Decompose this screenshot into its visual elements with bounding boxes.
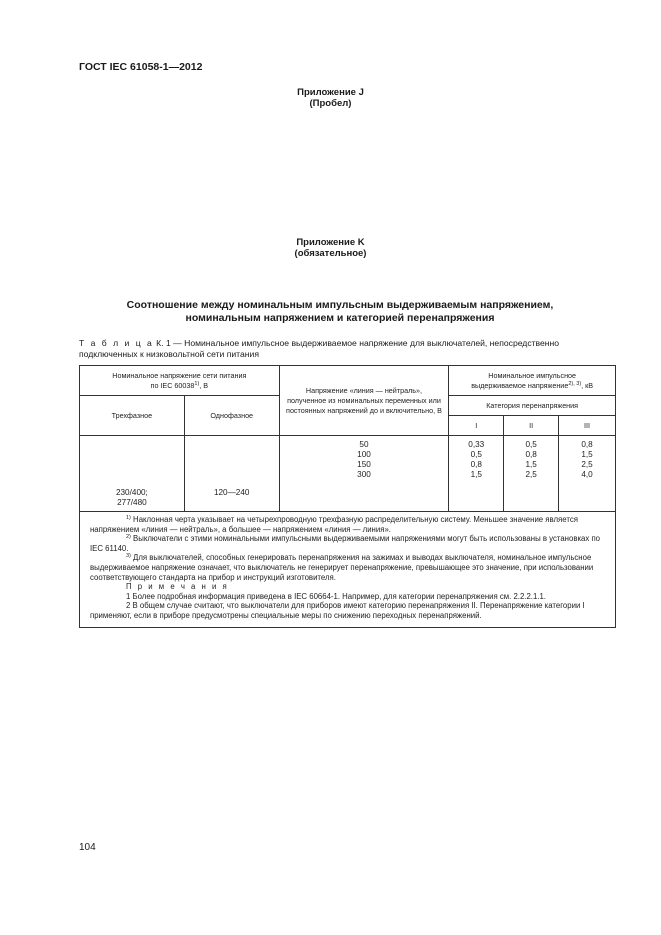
table-caption-text: К. 1 — Номинальное импульсное выдерживаемое напряжение для выключателей, непосредственно подключенных к низковольтной сети питания (79, 338, 560, 359)
header-supply-unit: , В (199, 380, 209, 390)
annex-k-status: (обязательное) (294, 248, 367, 259)
impulse-value: 0,8 (525, 450, 537, 459)
table-caption-prefix: Т а б л и ц а (79, 338, 154, 348)
footnote-3-mark: 3) (126, 553, 131, 560)
annex-j-title: Приложение J (297, 87, 364, 98)
footnote-1-mark: 1) (126, 515, 131, 521)
voltage-table (79, 365, 616, 628)
table-footnotes (80, 512, 616, 628)
cell-category-i-values (449, 436, 504, 512)
footnote-ref-1: 1) (194, 380, 200, 387)
section-title (90, 299, 590, 325)
impulse-value: 1,5 (470, 470, 482, 479)
header-three-phase: Трехфазное (80, 396, 185, 436)
impulse-value: 1,5 (525, 460, 537, 469)
three-phase-line1: 230/400; (115, 488, 148, 497)
cell-line-neutral-values (279, 436, 449, 512)
footnote-1 (90, 515, 605, 534)
footnote-2 (90, 534, 605, 553)
cell-category-ii-values (504, 436, 559, 512)
impulse-value: 0,8 (470, 460, 482, 469)
impulse-value: 0,5 (470, 450, 482, 459)
notes-title: П р и м е ч а н и я (126, 582, 229, 592)
header-supply-line2: по IEC 60038 (150, 380, 195, 390)
footnote-3-text: Для выключателей, способных генерировать перенапряжения на зажимах и выводах выключателя, номинальное импульсное выдерживаемое напряжение означает, что выключатель не генерирует перенапряжение, превышающее это значение, при использовании соответствующего стандарта на прибор и инструкций изготовителя. (90, 553, 594, 582)
footnote-2-mark: 2) (126, 534, 131, 541)
section-title-line2: номинальным напряжением и категорией перенапряжения (185, 312, 495, 324)
cell-category-iii-values (559, 436, 616, 512)
header-supply-voltage (80, 366, 280, 396)
impulse-value: 0,8 (581, 440, 593, 449)
impulse-value: 2,5 (581, 460, 593, 469)
header-supply-line1: Номинальное напряжение сети питания (112, 370, 247, 380)
header-impulse-line1: Номинальное импульсное (488, 370, 577, 380)
line-neutral-value: 300 (357, 470, 371, 479)
header-category-i: I (449, 416, 504, 436)
header-category-ii: II (504, 416, 559, 436)
header-category-iii: III (559, 416, 616, 436)
impulse-value: 1,5 (581, 450, 593, 459)
section-title-line1: Соотношение между номинальным импульсным выдерживаемым напряжением, (126, 299, 554, 311)
header-single-phase: Однофазное (184, 396, 279, 436)
three-phase-line2: 277/480 (117, 498, 147, 507)
header-impulse-line2: выдерживаемое напряжение (471, 380, 569, 390)
footnote-3 (90, 553, 605, 582)
page-number: 104 (79, 842, 96, 853)
header-impulse-voltage (449, 366, 616, 396)
impulse-value: 4,0 (581, 470, 593, 479)
header-impulse-unit: , кВ (581, 380, 594, 390)
note-2: 2 В общем случае считают, что выключатели для приборов имеют категорию перенапряжения II. Перенапряжение категории I применяют, если в приборе предусмотрены специальные меры по снижению переходных перенапряжений. (90, 601, 585, 620)
footnote-1-text: Наклонная черта указывает на четырехпроводную трехфазную распределительную систему. Меньшее значение является напряжением «линия — нейтраль», а большее — напряжением «линия — линия». (90, 515, 578, 534)
line-neutral-value: 50 (359, 440, 369, 449)
cell-single-phase: 120—240 (184, 436, 279, 512)
table-caption (79, 338, 619, 360)
footnote-2-text: Выключатели с этими номинальными импульсными выдерживаемыми напряжениями могут быть использованы в установках по IEC 61140. (90, 534, 601, 553)
cell-three-phase (80, 436, 185, 512)
header-category: Категория перенапряжения (449, 396, 616, 416)
line-neutral-value: 150 (357, 460, 371, 469)
impulse-value: 2,5 (525, 470, 537, 479)
impulse-value: 0,5 (525, 440, 537, 449)
annex-j-status: (Пробел) (309, 98, 352, 109)
note-1: 1 Более подробная информация приведена в IEC 60664-1. Например, для категории перенапряжения см. 2.2.2.1.1. (126, 591, 546, 601)
header-line-neutral: Напряжение «линия — нейтраль», полученное из номинальных переменных или постоянных напряжений до и включительно, В (279, 366, 449, 436)
impulse-value: 0,33 (468, 440, 485, 449)
footnote-ref-2-3: 2), 3) (568, 380, 582, 387)
annex-k-title: Приложение K (296, 237, 365, 248)
line-neutral-value: 100 (357, 450, 371, 459)
document-header: ГОСТ IEC 61058-1—2012 (79, 61, 203, 73)
